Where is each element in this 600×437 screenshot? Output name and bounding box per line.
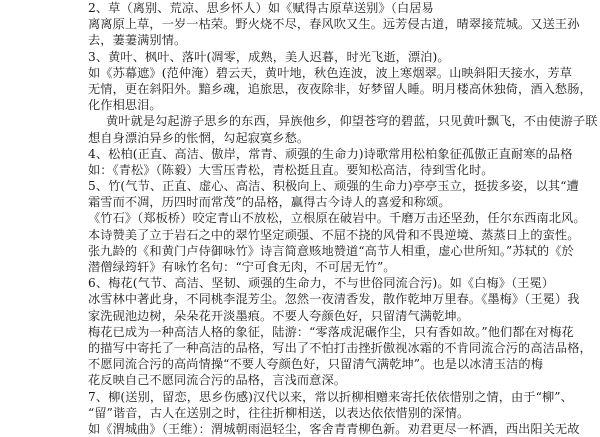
text-line: 本诗赞美了立于岩石之中的翠竹坚定顽强、不屈不挠的风骨和不畏逆境、蒸蒸日上的蛮性。	[88, 227, 580, 242]
text-line: 4、松柏(正直、高洁、傲岸，常青、顽强的生命力)诗歌常用松柏象征孤傲正直耐寒的品格	[88, 146, 573, 161]
text-line: 无情，更在斜阳外。黯乡魂，追旅思，夜夜除非，好梦留人睡。明月楼高休独倚，酒入愁肠，	[88, 81, 592, 96]
text-line: 冰雪林中著此身，不同桃李混芳尘。忽然一夜清香发，散作乾坤万里春。《墨梅》（王冕）我	[88, 292, 580, 307]
text-line: 如《渭城曲》（王维）：渭城朝雨浥轻尘，客舍青青柳色新。劝君更尽一杯酒，西出阳关无故	[88, 421, 580, 436]
text-line: 家洗砚池边树，朵朵花开淡墨痕。不要人夸颜色好，只留清气满乾坤。	[88, 308, 469, 323]
text-line: 2、草（离别、荒凉、思乡怀人）如《赋得古原草送别》（白居易	[88, 1, 434, 15]
text-line: 花反映自己不愿同流合污的品格，言浅而意深。	[88, 373, 347, 388]
text-line: 梅花已成为一种高洁人格的象征，陆游：“零落成泥碾作尘，只有香如故。”他们都在对梅花	[88, 324, 574, 339]
text-line: 6、梅花(气节、高洁、坚韧、顽强的生命力，不与世俗同流合污)。如《白梅》（王冕）	[88, 276, 555, 291]
text-line: 如：《青松》（陈毅）大雪压青松，青松挺且直。要知松高洁，待到雪化时。	[88, 162, 494, 177]
text-line: 化作相思泪。	[88, 98, 162, 113]
text-line: 的描写中寄托了一种高洁的品格，写出了不怕打击挫折傲视冰霜的不肯同流合污的高洁品格，	[88, 340, 592, 355]
text-line: 3、黄叶、枫叶、落叶(凋零，成熟，美人迟暮，时光飞逝，漂泊)。	[88, 49, 450, 64]
text-line: 想自身漂泊异乡的怅惘，勾起寂寞乡愁。	[88, 130, 310, 145]
text-line: 潜僧绿筠轩》有咏竹名句：“宁可食无肉，不可居无竹”。	[88, 260, 396, 274]
text-line: 5、竹(气节、正直、虚心、高洁、积极向上、顽强的生命力)亭亭玉立，挺拔多姿，以其“遭	[88, 179, 579, 194]
text-line: 去，萋萋满别情。	[88, 33, 187, 48]
text-line: 黄叶就是勾起游子思乡的东西，异族他乡，仰望苍穹的碧蓝，只见黄叶飘飞，不由使游子联	[106, 114, 598, 129]
text-line: 《竹石》（郑板桥）咬定青山不放松，立根原在破岩中。千磨万击还坚劲，任尔东西南北风。	[88, 211, 586, 226]
text-line: 如《苏幕遮》(范仲淹）碧云天，黄叶地，秋色连波，波上寒烟翠。山映斜阳天接水，芳草	[88, 65, 573, 80]
text-line: 张九龄的《和黄门卢侍御咏竹》诗言简意赅地赞道“高节人相重，虚心世所知。”苏轼的《於	[88, 243, 574, 258]
text-line: 霜雪而不凋，历四时而常茂”的品格，赢得古今诗人的喜爱和称颂。	[88, 195, 451, 210]
text-line: 离离原上草，一岁一枯荣。野火烧不尽，春风吹又生。远芳侵古道，晴翠接荒城。又送王孙	[88, 17, 580, 32]
text-line: “留”谐音，古人在送别之时，往往折柳相送，以表达依依惜别的深情。	[88, 405, 470, 420]
text-line: 7、柳(送别，留恋，思乡伤感)汉代以来，常以折柳相赠来寄托依依惜别之情，由于“柳”、	[88, 389, 573, 404]
document-body	[88, 0, 598, 437]
text-line: 不愿同流合污的高尚情操“不要人夸颜色好，只留清气满乾坤”。也是以冰清玉洁的梅	[88, 357, 544, 372]
